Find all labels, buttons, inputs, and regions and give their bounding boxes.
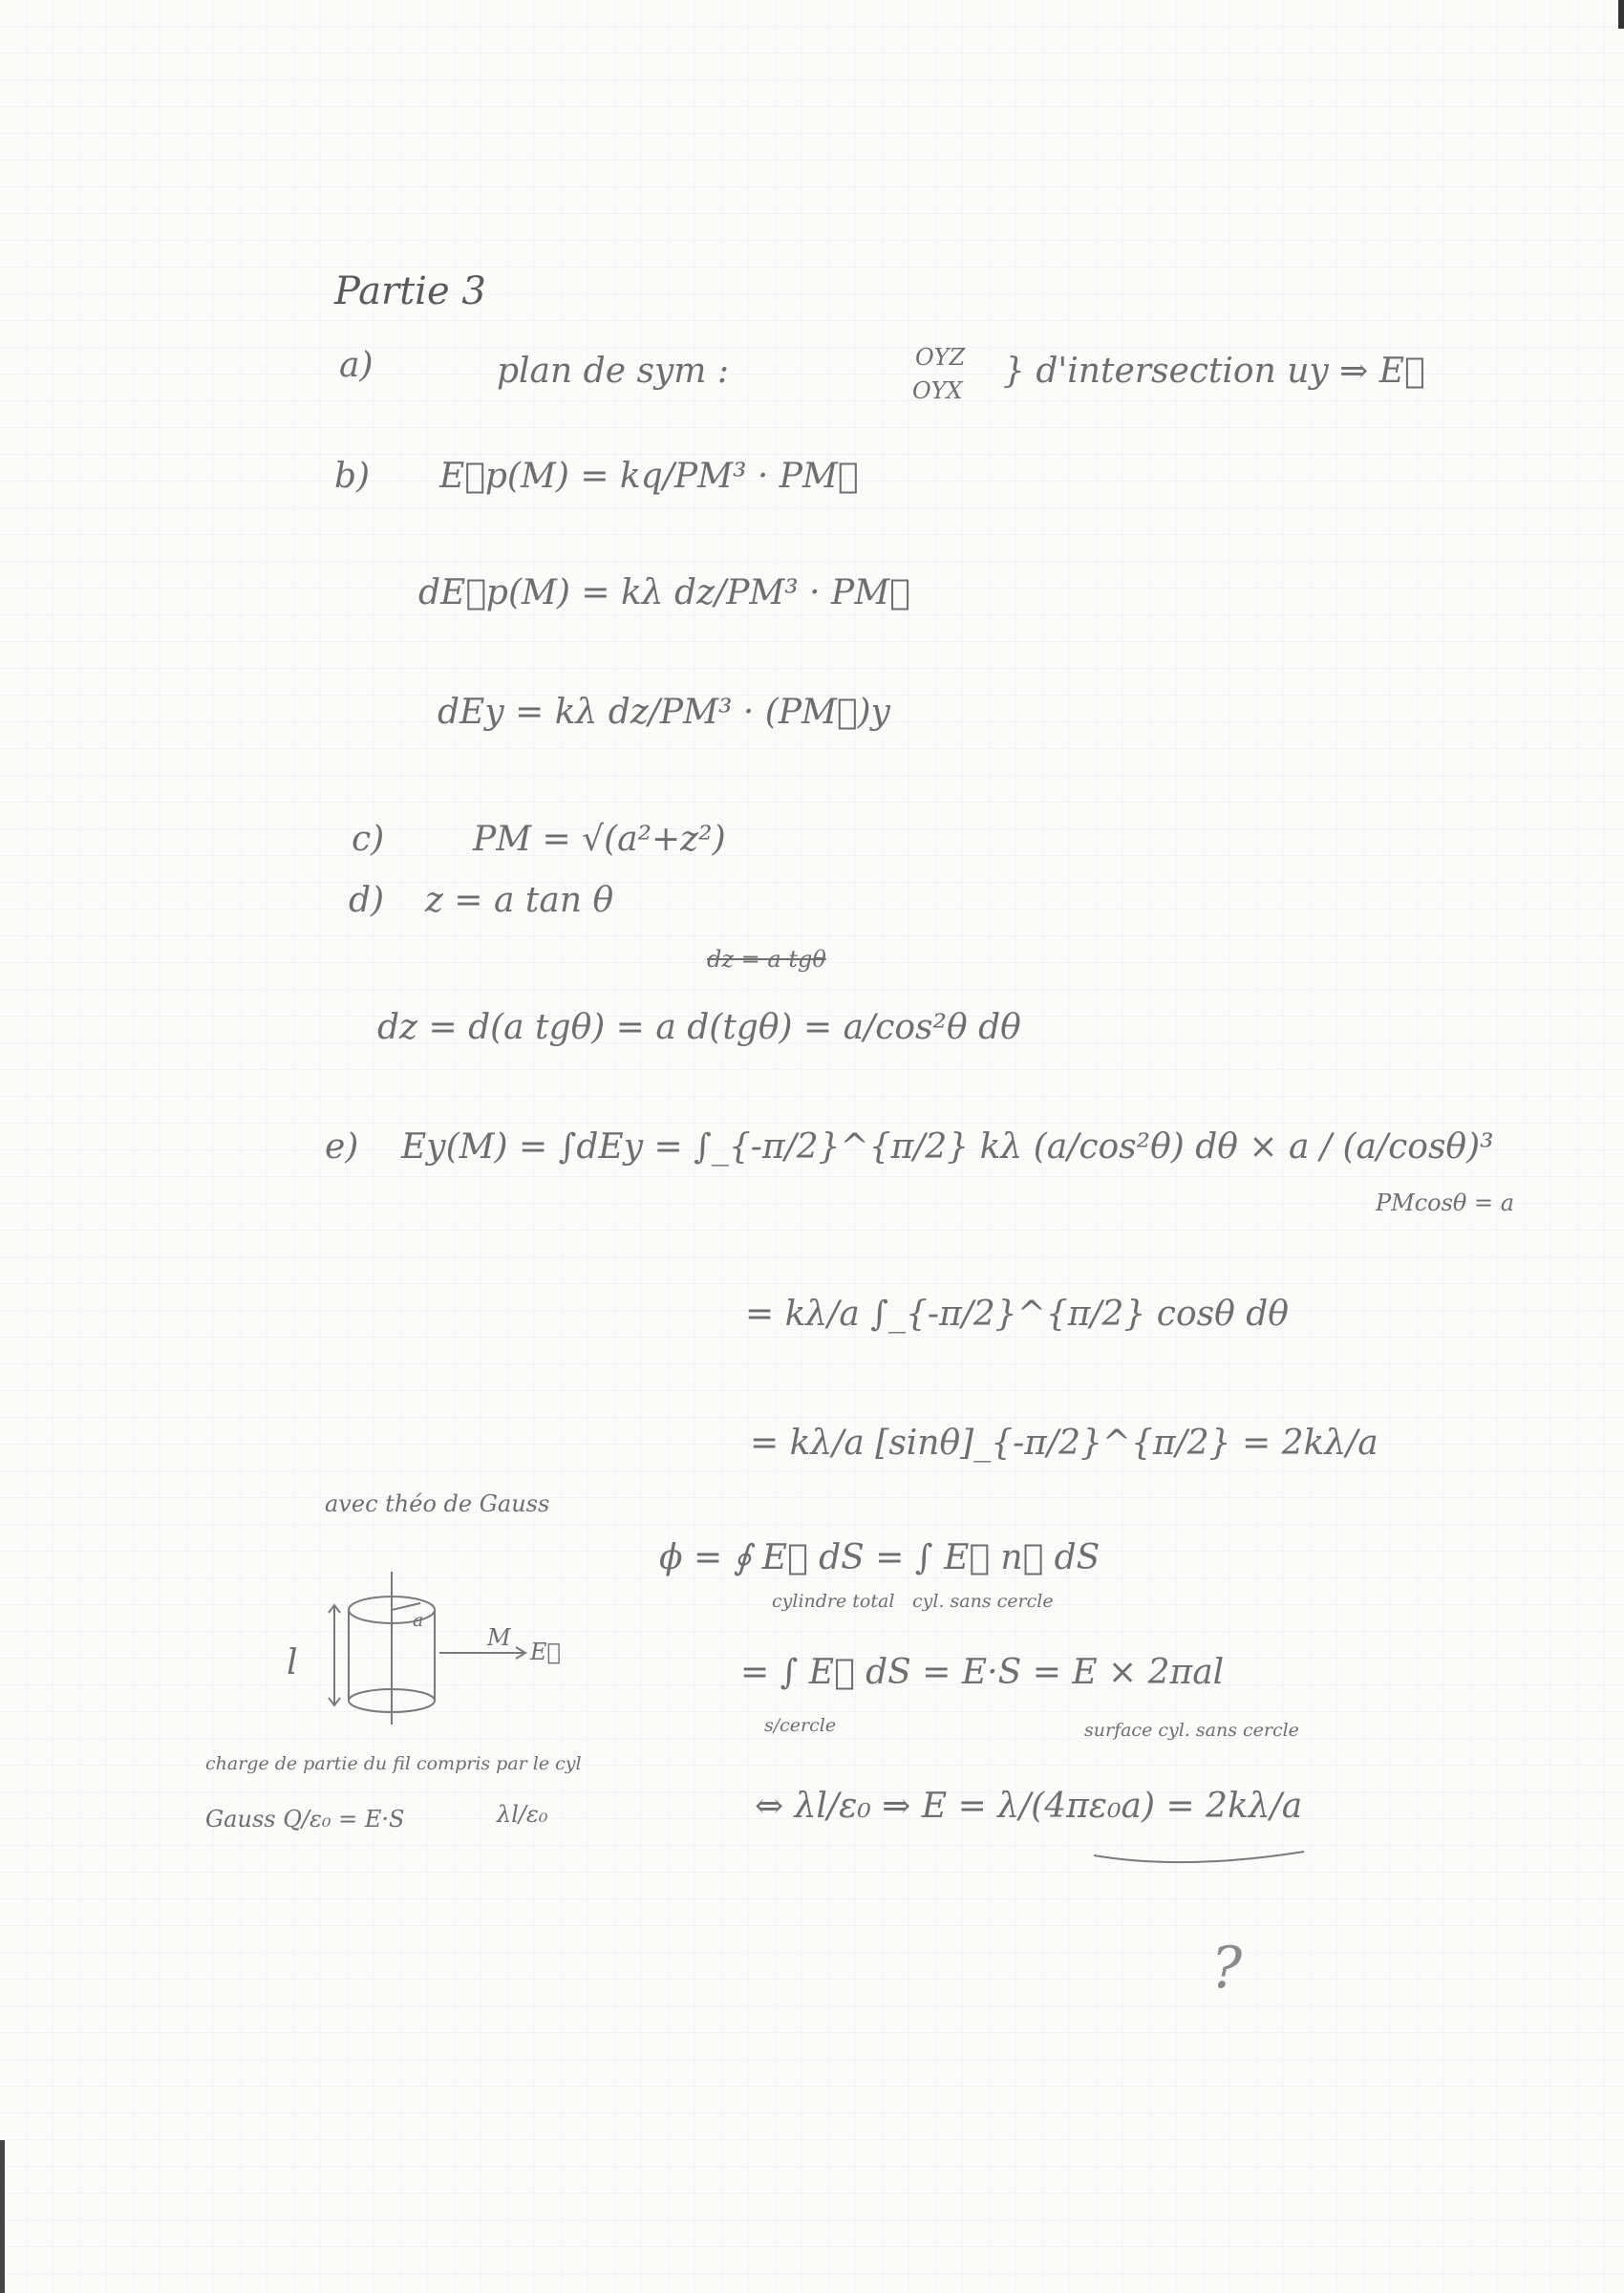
symmetry-planes-text: plan de sym :	[497, 352, 729, 391]
struck-out-eq: dz = a tgθ	[707, 946, 826, 973]
label-a: a)	[339, 346, 374, 385]
field-integral-eq: Ey(M) = ∫dEy = ∫_{-π/2}^{π/2} kλ (a/cos²θ) dθ × a / (a/cosθ)³	[401, 1127, 1494, 1167]
flux-surface-eq: = ∫ E⃗ dS = E·S = E × 2πal	[740, 1653, 1225, 1692]
field-point-charge-eq: E⃗p(M) = kq/PM³ · PM⃗	[439, 457, 859, 496]
label-b: b)	[334, 457, 371, 496]
underline-stroke	[1089, 1844, 1318, 1882]
scan-edge-left	[0, 2140, 5, 2293]
charge-note: charge de partie du fil compris par le cyl	[205, 1753, 582, 1774]
lambda-note: λl/ε₀	[497, 1801, 548, 1828]
z-substitution-eq: z = a tan θ	[425, 881, 614, 920]
scan-edge-right	[1618, 0, 1624, 29]
cos-relation-note: PMcosθ = a	[1376, 1189, 1515, 1216]
plane-oyx: OYX	[912, 377, 963, 404]
final-field-eq: ⇔ λl/ε₀ ⇒ E = λ/(4πε₀a) = 2kλ/a	[755, 1787, 1303, 1826]
intersection-conclusion: } d'intersection uy ⇒ E⃗	[1003, 352, 1425, 391]
fig-field-label: E⃗	[530, 1639, 561, 1665]
flux-sub-cyl-no-circle: cyl. sans cercle	[912, 1591, 1054, 1612]
plane-oyz: OYZ	[915, 344, 966, 371]
field-y-component-eq: dEy = kλ dz/PM³ · (PM⃗)y	[438, 693, 890, 732]
gauss-intro: avec théo de Gauss	[325, 1490, 550, 1517]
fig-point-label: M	[487, 1624, 511, 1651]
field-result-eq: = kλ/a [sinθ]_{-π/2}^{π/2} = 2kλ/a	[750, 1424, 1378, 1463]
flux-eq: ϕ = ∮ E⃗ dS = ∫ E⃗ n⃗ dS	[659, 1538, 1100, 1577]
label-c: c)	[352, 820, 385, 859]
cylinder-sketch	[315, 1567, 564, 1729]
label-e: e)	[325, 1127, 359, 1167]
field-element-eq: dE⃗p(M) = kλ dz/PM³ · PM⃗	[418, 573, 910, 612]
flux-sub-surface: surface cyl. sans cercle	[1084, 1720, 1299, 1741]
question-mark: ?	[1211, 1935, 1243, 2002]
distance-pm-eq: PM = √(a²+z²)	[473, 820, 726, 859]
part-title: Partie 3	[334, 269, 486, 313]
label-d: d)	[349, 881, 385, 920]
dz-derivation-eq: dz = d(a tgθ) = a d(tgθ) = a/cos²θ dθ	[377, 1008, 1021, 1047]
gauss-note: Gauss Q/ε₀ = E·S	[205, 1806, 405, 1832]
fig-radius-label: a	[413, 1610, 424, 1631]
fig-length-label: l	[287, 1643, 298, 1682]
flux-sub-no-circle: s/cercle	[764, 1715, 837, 1736]
cos-integral-eq: = kλ/a ∫_{-π/2}^{π/2} cosθ dθ	[745, 1295, 1289, 1334]
flux-sub-cylinder: cylindre total	[772, 1591, 895, 1612]
